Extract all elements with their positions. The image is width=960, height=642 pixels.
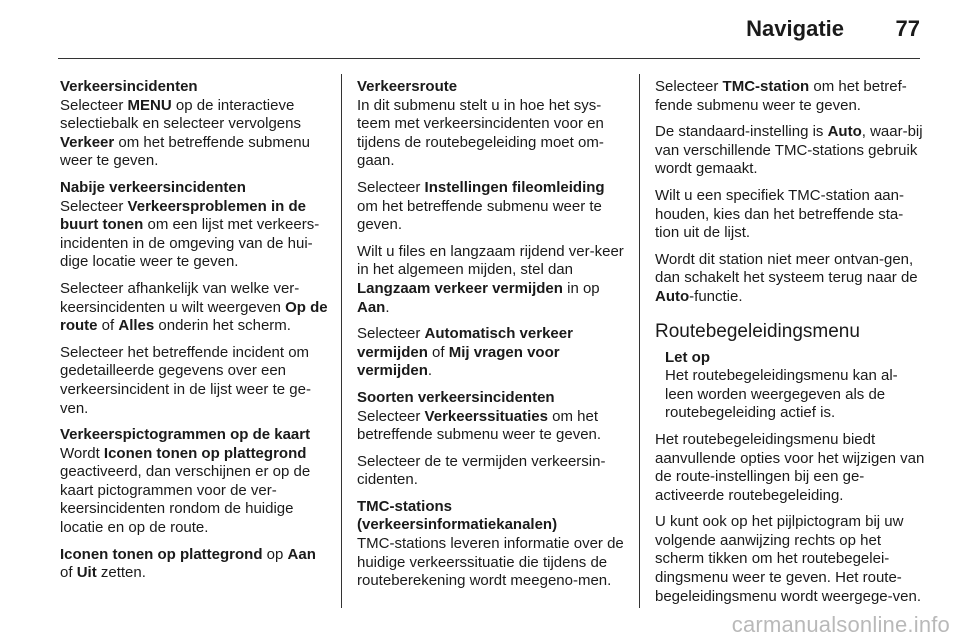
section-heading-verkeersroute: Verkeersroute — [357, 78, 458, 95]
column-2 — [357, 78, 625, 599]
section-heading-tmc-stations: TMC-stations (verkeersinformatiekanalen) — [357, 497, 558, 534]
page-header — [0, 0, 960, 60]
paragraph: Selecteer de te vermijden verkeersin-cidenten. — [357, 452, 606, 489]
paragraph: Wilt u files en langzaam rijdend ver-keer in het algemeen mijden, stel dan Langzaam verkeer vermijden in op Aan. — [357, 242, 624, 316]
paragraph: Selecteer Verkeersproblemen in de buurt tonen om een lijst met verkeers-incidenten in de omgeving van de hui-dige locatie weer te geven. — [60, 197, 320, 271]
section-heading-verkeersincidenten: Verkeersincidenten — [60, 78, 198, 95]
paragraph: Iconen tonen op plattegrond op Aan of Uit zetten. — [60, 545, 316, 582]
column-3 — [655, 78, 925, 614]
paragraph: De standaard-instelling is Auto, waar-bij van verschillende TMC-stations gebruik wordt gemaakt. — [655, 123, 923, 178]
page-number: 77 — [895, 16, 920, 41]
section-heading-routebegeleidingsmenu: Routebegeleidingsmenu — [655, 320, 860, 342]
paragraph: Het routebegeleidingsmenu biedt aanvullende opties voor het wijzigen van de route-instellingen bij een ge-activeerde routebegeleiding. — [655, 430, 925, 504]
note-heading: Let op — [665, 348, 710, 366]
header-divider — [58, 58, 920, 59]
paragraph: Wordt dit station niet meer ontvan-gen, dan schakelt het systeem terug naar de Auto-functie. — [655, 250, 918, 305]
header-title: Navigatie — [746, 16, 844, 41]
paragraph: TMC-stations leveren informatie over de huidige verkeerssituatie die tijdens de routeberekening wordt meegeno-men. — [357, 535, 624, 590]
note-body: Het routebegeleidingsmenu kan al-leen worden weergegeven als de routebegeleiding actief is. — [665, 367, 898, 422]
section-heading-nabije: Nabije verkeersincidenten — [60, 178, 246, 196]
column-1 — [60, 78, 328, 591]
section-heading-pictogrammen: Verkeerspictogrammen op de kaart — [60, 426, 311, 444]
paragraph: Selecteer TMC-station om het betref-fende submenu weer te geven. — [655, 78, 907, 114]
paragraph: Selecteer het betreffende incident om gedetailleerde gegevens over een verkeersincident in de lijst weer te ge-ven. — [60, 343, 311, 417]
paragraph: Selecteer afhankelijk van welke ver-keersincidenten u wilt weergeven Op de route of Alles onderin het scherm. — [60, 279, 328, 335]
column-divider-2 — [639, 74, 640, 608]
paragraph: Selecteer Automatisch verkeer vermijden of Mij vragen voor vermijden. — [357, 325, 573, 380]
paragraph: Selecteer MENU op de interactieve selectiebalk en selecteer vervolgens Verkeer om het betreffende submenu weer te geven. — [60, 96, 310, 170]
note-box — [655, 349, 925, 423]
paragraph: U kunt ook op het pijlpictogram bij uw volgende aanwijzing rechts op het scherm tikken om het routebegelei-dingsmenu weer te geven. Het route-begeleidingsmenu wordt weergege-ven. — [655, 513, 922, 605]
section-heading-soorten: Soorten verkeersincidenten — [357, 388, 555, 406]
column-divider-1 — [341, 74, 342, 608]
watermark: carmanualsonline.info — [731, 612, 950, 637]
paragraph: In dit submenu stelt u in hoe het sys-teem met verkeersincidenten voor en tijdens de routebegeleiding moet om-gaan. — [357, 96, 604, 170]
paragraph: Wilt u een specifiek TMC-station aan-houden, kies dan het betreffende sta-tion uit de lijst. — [655, 186, 904, 242]
paragraph: Selecteer Verkeerssituaties om het betreffende submenu weer te geven. — [357, 407, 602, 444]
paragraph: Wordt Iconen tonen op plattegrond geactiveerd, dan verschijnen er op de kaart pictogrammen voor de ver-keersincidenten rondom de huidige locatie en op de route. — [60, 444, 311, 537]
paragraph: Selecteer Instellingen fileomleiding om het betreffende submenu weer te geven. — [357, 178, 605, 234]
